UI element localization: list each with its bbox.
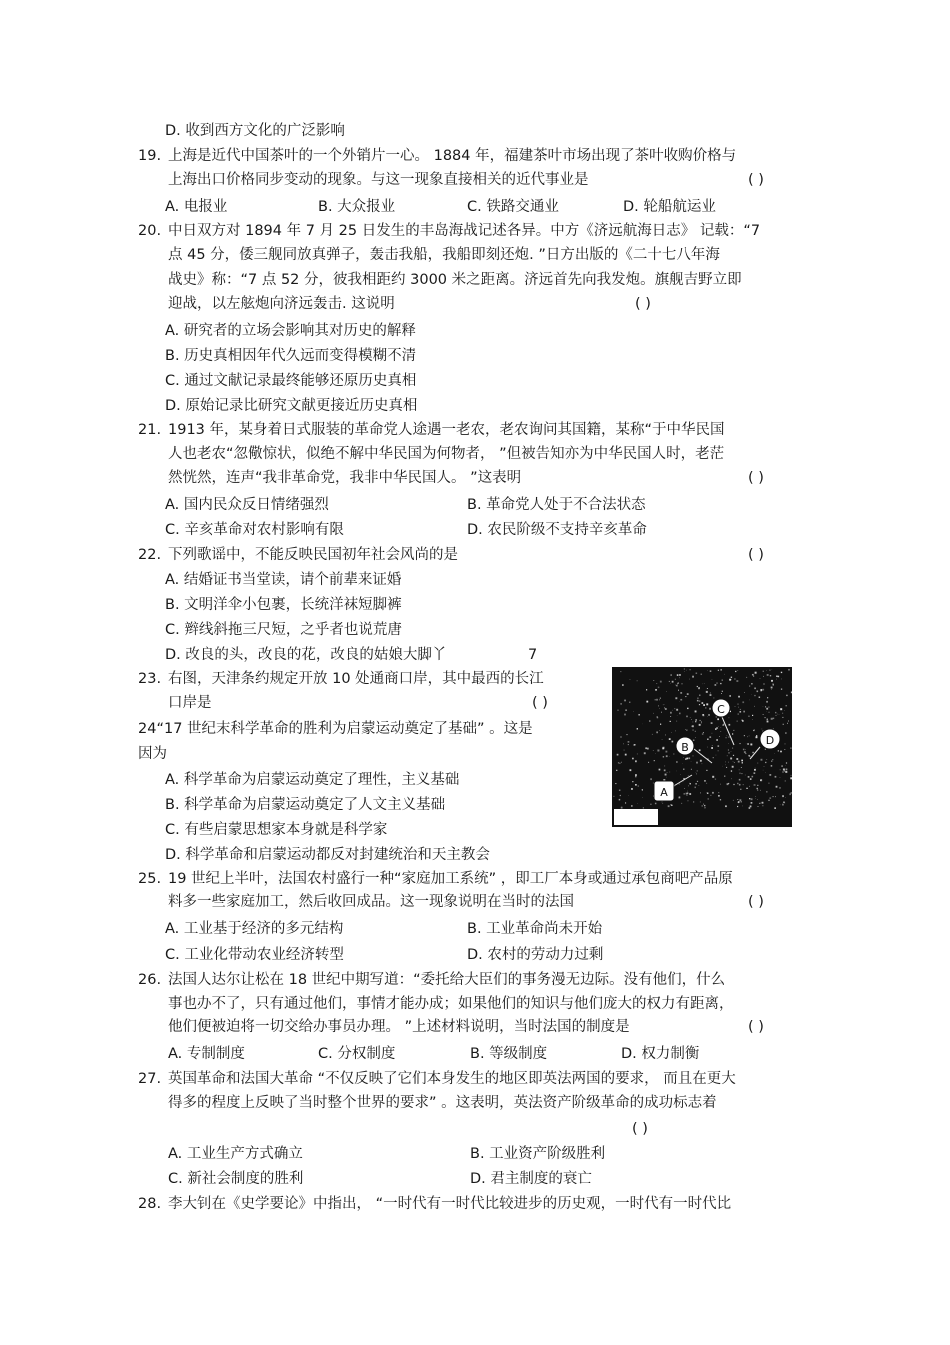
q26-stem-line3: 他们便被迫将一切交给办事员办理。 ”上述材料说明，当时法国的制度是 <box>168 1019 630 1035</box>
map-scale-box <box>614 809 658 825</box>
q20-option-b: B. 历史真相因年代久远而变得模糊不清 <box>165 348 417 364</box>
q26-option-b: B. 等级制度 <box>470 1046 548 1062</box>
q20-stem-line2: 点 45 分，倭三舰同放真弹子，轰击我船，我船即刻还炮. ”日方出版的《二十七八年海 <box>168 247 720 263</box>
q24-stem-line2: 因为 <box>138 746 167 762</box>
q22-option-b: B. 文明洋伞小包裹，长统洋袜短脚裤 <box>165 597 402 613</box>
q21-stem-line3: 然恍然，连声“我非革命党，我非中华民国人。 ”这表明 <box>168 470 522 486</box>
q21-stem-line1: 1913 年，某身着日式服装的革命党人途遇一老农，老农询问其国籍，某称“于中华民国 <box>168 422 725 438</box>
q19-stem-line2: 上海出口价格同步变动的现象。与这一现象直接相关的近代事业是 <box>168 172 589 188</box>
q20-number: 20. <box>138 223 162 239</box>
q25-stem-line2: 料多一些家庭加工，然后收回成品。这一现象说明在当时的法国 <box>168 894 574 910</box>
q25-stem-line1: 19 世纪上半叶，法国农村盛行一种“家庭加工系统” ，即工厂本身或通过承包商吧产品原 <box>168 871 733 887</box>
q22-stem-line1: 下列歌谣中，不能反映民国初年社会风尚的是 <box>168 547 458 563</box>
q26-stem-line2: 事也办不了，只有通过他们，事情才能办成；如果他们的知识与他们庞大的权力有距离， <box>168 996 734 1012</box>
q28-number: 28. <box>138 1196 162 1212</box>
q20-stem-line1: 中日双方对 1894 年 7 月 25 日发生的丰岛海战记述各异。中方《济远航海日志》 记载：“7 <box>168 223 761 239</box>
q21-option-c: C. 辛亥革命对农村影响有限 <box>165 522 344 538</box>
q24-option-a: A. 科学革命为启蒙运动奠定了理性，主义基础 <box>165 772 460 788</box>
q27-answer-paren: ( ) <box>632 1121 648 1137</box>
q19-option-a: A. 电报业 <box>165 199 228 215</box>
q22-number: 22. <box>138 547 162 563</box>
q20-option-d: D. 原始记录比研究文献更接近历史真相 <box>165 398 418 414</box>
q22-option-d: D. 改良的头，改良的花，改良的姑娘大脚丫 <box>165 647 447 663</box>
q26-number: 26. <box>138 972 162 988</box>
q23-stem-line2: 口岸是 <box>168 695 212 711</box>
q21-stem-line2: 人也老农“忽儆惊状，似绝不解中华民国为何物者， ”但被告知亦为中华民国人时，老茫 <box>168 446 725 462</box>
q21-option-a: A. 国内民众反日情绪强烈 <box>165 497 329 513</box>
q24-option-c: C. 有些启蒙思想家本身就是科学家 <box>165 822 388 838</box>
q27-option-a: A. 工业生产方式确立 <box>168 1146 303 1162</box>
q28-stem-line1: 李大钊在《史学要论》中指出， “一时代有一时代比较进步的历史观，一时代有一时代比 <box>168 1196 732 1212</box>
q19-option-c: C. 铁路交通业 <box>467 199 559 215</box>
q25-option-c: C. 工业化带动农业经济转型 <box>165 947 344 963</box>
q23-stem-line1: 右图，天津条约规定开放 10 处通商口岸，其中最西的长江 <box>168 671 544 687</box>
q25-option-a: A. 工业基于经济的多元结构 <box>165 921 344 937</box>
q26-option-c: C. 分权制度 <box>318 1046 396 1062</box>
q26-option-a: A. 专制制度 <box>168 1046 245 1062</box>
q18-option-d: D. 收到西方文化的广泛影响 <box>165 123 345 139</box>
q27-number: 27. <box>138 1071 162 1087</box>
q21-answer-paren: ( ) <box>748 470 764 486</box>
q27-stem-line2: 得多的程度上反映了当时整个世界的要求” 。这表明，英法资产阶级革命的成功标志着 <box>168 1095 717 1111</box>
q25-number: 25. <box>138 871 162 887</box>
q20-option-c: C. 通过文献记录最终能够还原历史真相 <box>165 373 417 389</box>
q25-option-b: B. 工业革命尚未开始 <box>467 921 603 937</box>
q22-option-a: A. 结婚证书当堂读，请个前辈来证婚 <box>165 572 402 588</box>
map-label-c: C <box>717 703 725 716</box>
q22-trailing-mark: 7 <box>528 647 538 663</box>
q20-stem-line3: 战史》称：“7 点 52 分，彼我相距约 3000 米之距离。济远首先向我发炮。旗舰吉野立即 <box>168 272 742 288</box>
q26-answer-paren: ( ) <box>748 1019 764 1035</box>
q25-option-d: D. 农村的劳动力过剩 <box>467 947 604 963</box>
q27-option-d: D. 君主制度的衰亡 <box>470 1171 592 1187</box>
q20-stem-line4: 迎战，以左舷炮向济远轰击. 这说明 <box>168 296 395 312</box>
q21-option-d: D. 农民阶级不支持辛亥革命 <box>467 522 647 538</box>
map-label-b: B <box>681 741 689 754</box>
q27-stem-line1: 英国革命和法国大革命 “不仅反映了它们本身发生的地区即英法两国的要求， 而且在更大 <box>168 1071 736 1087</box>
q19-number: 19. <box>138 148 162 164</box>
q24-option-d: D. 科学革命和启蒙运动都反对封建统治和天主教会 <box>165 847 490 863</box>
q21-option-b: B. 革命党人处于不合法状态 <box>467 497 646 513</box>
q19-answer-paren: ( ) <box>748 172 764 188</box>
q19-stem-line1: 上海是近代中国茶叶的一个外销片一心。 1884 年，福建茶叶市场出现了茶叶收购价格与 <box>168 148 737 164</box>
q22-option-c: C. 辫线斜拖三尺短，之乎者也说荒唐 <box>165 622 402 638</box>
q20-option-a: A. 研究者的立场会影响其对历史的解释 <box>165 323 416 339</box>
q25-answer-paren: ( ) <box>748 894 764 910</box>
q20-answer-paren: ( ) <box>635 296 651 312</box>
q26-option-d: D. 权力制衡 <box>621 1046 700 1062</box>
q22-answer-paren: ( ) <box>748 547 764 563</box>
q27-option-b: B. 工业资产阶级胜利 <box>470 1146 606 1162</box>
q23-answer-paren: ( ) <box>532 695 548 711</box>
q26-stem-line1: 法国人达尔让松在 18 世纪中期写道：“委托给大臣们的事务漫无边际。没有他们，什么 <box>168 972 726 988</box>
treaty-ports-map <box>612 667 792 827</box>
map-label-d: D <box>765 734 775 747</box>
map-label-a: A <box>660 786 668 799</box>
q27-option-c: C. 新社会制度的胜利 <box>168 1171 304 1187</box>
q23-number: 23. <box>138 671 162 687</box>
q24-stem-line1: 24“17 世纪末科学革命的胜利为启蒙运动奠定了基础” 。这是 <box>138 721 533 737</box>
q24-option-b: B. 科学革命为启蒙运动奠定了人文主义基础 <box>165 797 446 813</box>
q19-option-d: D. 轮船航运业 <box>623 199 716 215</box>
q21-number: 21. <box>138 422 162 438</box>
q19-option-b: B. 大众报业 <box>318 199 396 215</box>
